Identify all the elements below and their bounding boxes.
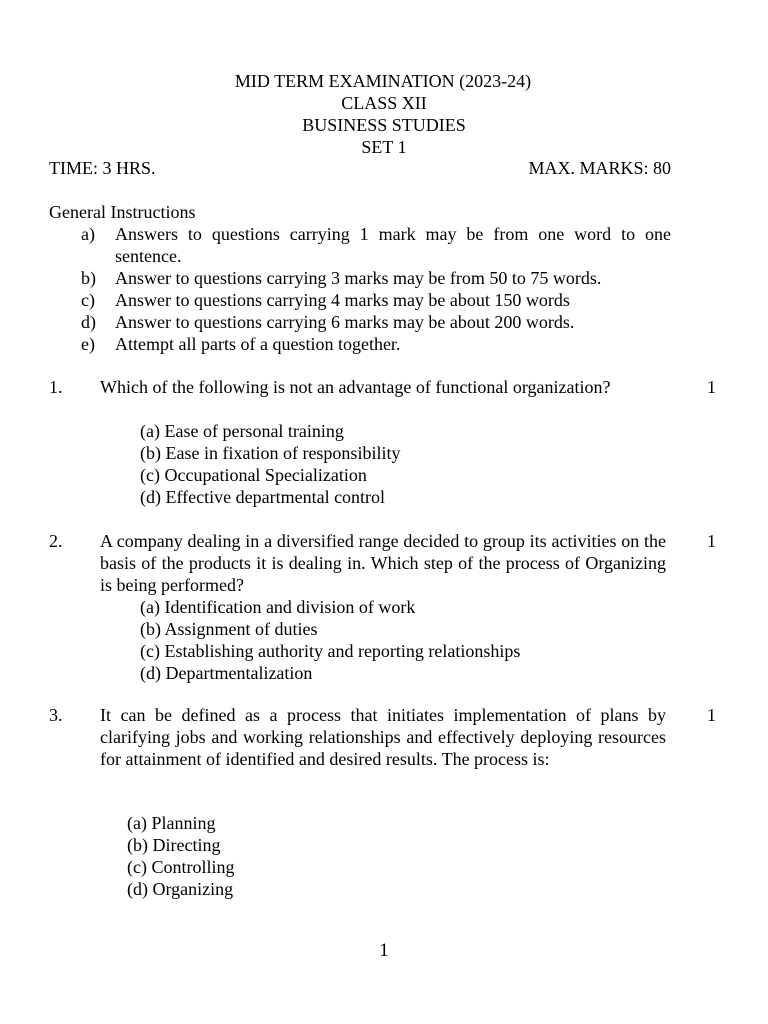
max-marks-label: MAX. MARKS: 80 — [528, 158, 671, 178]
option-item: (b) Assignment of duties — [140, 619, 318, 639]
instructions-list — [81, 223, 671, 355]
instruction-item — [81, 333, 671, 355]
question-number: 1. — [49, 377, 63, 397]
instruction-marker: c) — [81, 290, 95, 310]
page-number: 1 — [379, 940, 389, 961]
exam-meta-row — [49, 157, 671, 179]
options-list — [140, 420, 400, 508]
option-item: (d) Organizing — [127, 879, 234, 899]
option-item: (d) Effective departmental control — [140, 487, 386, 507]
instruction-text: Attempt all parts of a question together. — [115, 334, 401, 354]
option-item: (a) Identification and division of work — [140, 597, 416, 617]
instruction-marker: a) — [81, 224, 95, 244]
instruction-item — [81, 311, 671, 333]
question-marks: 1 — [707, 705, 716, 725]
option-item: (d) Departmentalization — [140, 663, 313, 683]
instruction-text: Answer to questions carrying 4 marks may be about 150 words — [115, 290, 570, 310]
question-marks: 1 — [707, 377, 716, 397]
question-number: 2. — [49, 531, 63, 551]
instruction-item — [81, 223, 671, 267]
question-text: A company dealing in a diversified range decided to group its activities on the basis of the products it is dealing in. Which step of the process of Organizing is being performed? — [100, 531, 666, 595]
instruction-marker: d) — [81, 312, 96, 332]
instructions-title: General Instructions — [49, 202, 196, 222]
instruction-marker: e) — [81, 334, 95, 354]
option-item: (c) Controlling — [127, 857, 235, 877]
instruction-text: Answer to questions carrying 6 marks may be about 200 words. — [115, 312, 575, 332]
question-number: 3. — [49, 705, 63, 725]
instruction-item — [81, 267, 671, 289]
option-item: (a) Planning — [127, 813, 216, 833]
option-item: (a) Ease of personal training — [140, 421, 344, 441]
question-text: Which of the following is not an advantage of functional organization? — [100, 377, 611, 397]
subject-label: BUSINESS STUDIES — [302, 115, 466, 135]
instruction-marker: b) — [81, 268, 96, 288]
set-label: SET 1 — [361, 137, 407, 157]
option-item: (c) Occupational Specialization — [140, 465, 367, 485]
instruction-text: Answers to questions carrying 1 mark may be from one word to one sentence. — [115, 224, 671, 266]
option-item: (b) Directing — [127, 835, 221, 855]
question-marks: 1 — [707, 531, 716, 551]
option-item: (b) Ease in fixation of responsibility — [140, 443, 401, 463]
question-text: It can be defined as a process that initiates implementation of plans by clarifying jobs and working relationships and effectively deploying resources for attainment of identified and desired results. The process is: — [100, 705, 666, 769]
instruction-item — [81, 289, 671, 311]
time-label: TIME: 3 HRS. — [49, 158, 156, 178]
exam-title: MID TERM EXAMINATION (2023-24) — [234, 71, 532, 91]
options-list — [127, 812, 234, 900]
instruction-text: Answer to questions carrying 3 marks may be from 50 to 75 words. — [115, 268, 602, 288]
class-label: CLASS XII — [341, 93, 427, 113]
options-list — [140, 596, 520, 684]
option-item: (c) Establishing authority and reporting relationships — [140, 641, 521, 661]
